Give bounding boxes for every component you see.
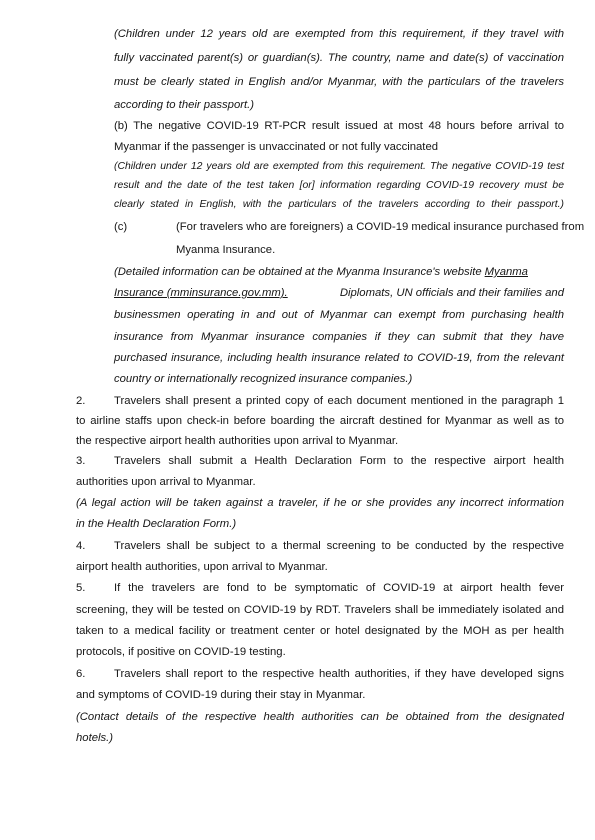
para-6-number: 6. [76,668,86,680]
para-6-note-line: hotels.) [76,732,114,744]
para-3-note-line: in the Health Declaration Form.) [76,518,237,530]
para-4-line: airport health authorities, upon arrival to Myanmar. [76,561,328,573]
para-3-line: authorities upon arrival to Myanmar. [76,476,256,488]
para-3-number: 3. [76,455,86,467]
item-c-note-text: Diplomats, UN officials and their families and [339,287,564,299]
para-5-line: taken to a medical facility or treatment center or hotel designated by the MOH as per health [76,625,564,637]
para-2-number: 2. [76,395,86,407]
intro-note-line: fully vaccinated parent(s) or guardian(s). The country, name and date(s) of vaccination [114,52,564,64]
item-c-note-line: country or internationally recognized insurance companies.) [114,373,413,385]
para-3-line: Travelers shall submit a Health Declaration Form to the respective airport health [114,455,564,467]
item-c-note-line: businessmen operating in and out of Myanmar can exempt from purchasing health [114,309,564,321]
para-5-line: protocols, if positive on COVID-19 testing. [76,646,286,658]
insurance-website-link[interactable]: Myanma [484,266,528,278]
item-c-note-text: (Detailed information can be obtained at the Myanma Insurance's website [114,266,482,278]
intro-note-line: must be clearly stated in English and/or Myanmar, with the particulars of the travelers [114,76,564,88]
para-3-note-line: (A legal action will be taken against a traveler, if he or she provides any incorrect information [76,497,564,509]
item-b-line: Myanmar if the passenger is unvaccinated or not fully vaccinated [114,141,439,153]
intro-note-line: (Children under 12 years old are exempted from this requirement, if they travel with [114,28,564,40]
item-c-line: Myanma Insurance. [176,244,276,256]
para-2-line: Travelers shall present a printed copy of each document mentioned in the paragraph 1 [114,395,564,407]
para-5-line: screening, they will be tested on COVID-19 by RDT. Travelers shall be immediately isolated and [76,604,564,616]
insurance-website-link[interactable]: Insurance (mminsurance.gov.mm). [114,287,288,299]
item-b-line: (b) The negative COVID-19 RT-PCR result issued at most 48 hours before arrival to [114,120,564,132]
para-2-line: to airline staffs upon check-in before boarding the aircraft destined for Myanmar as well as to [76,415,564,427]
para-2-line: the respective airport health authorities upon arrival to Myanmar. [76,435,399,447]
item-b-note-line: (Children under 12 years old are exempted from this requirement. The negative COVID-19 test [114,161,564,172]
item-b-note-line: clearly stated in English, with the particulars of the travelers according to their passport.) [114,199,564,210]
para-6-line: and symptoms of COVID-19 during their stay in Myanmar. [76,689,366,701]
para-5-line: If the travelers are fond to be symptomatic of COVID-19 at airport health fever [114,582,564,594]
item-c-label: (c) [114,221,128,233]
para-4-line: Travelers shall be subject to a thermal screening to be conducted by the respective [114,540,564,552]
item-c-note-line: purchased insurance, including health insurance related to COVID-19, from the relevant [114,352,564,364]
item-c-note-line: insurance from Myanmar insurance companies if they can submit that they have [114,331,564,343]
item-c-note-line [114,264,564,280]
para-4-number: 4. [76,540,86,552]
intro-note-line: according to their passport.) [114,99,255,111]
para-6-note-line: (Contact details of the respective health authorities can be obtained from the designated [76,711,564,723]
para-5-number: 5. [76,582,86,594]
item-c-note-line [114,285,564,301]
para-6-line: Travelers shall report to the respective health authorities, if they have developed signs [114,668,564,680]
item-b-note-line: result and the date of the test taken [or] information regarding COVID-19 recovery must be [114,180,564,191]
item-c-line: (For travelers who are foreigners) a COVID-19 medical insurance purchased from [176,221,585,233]
